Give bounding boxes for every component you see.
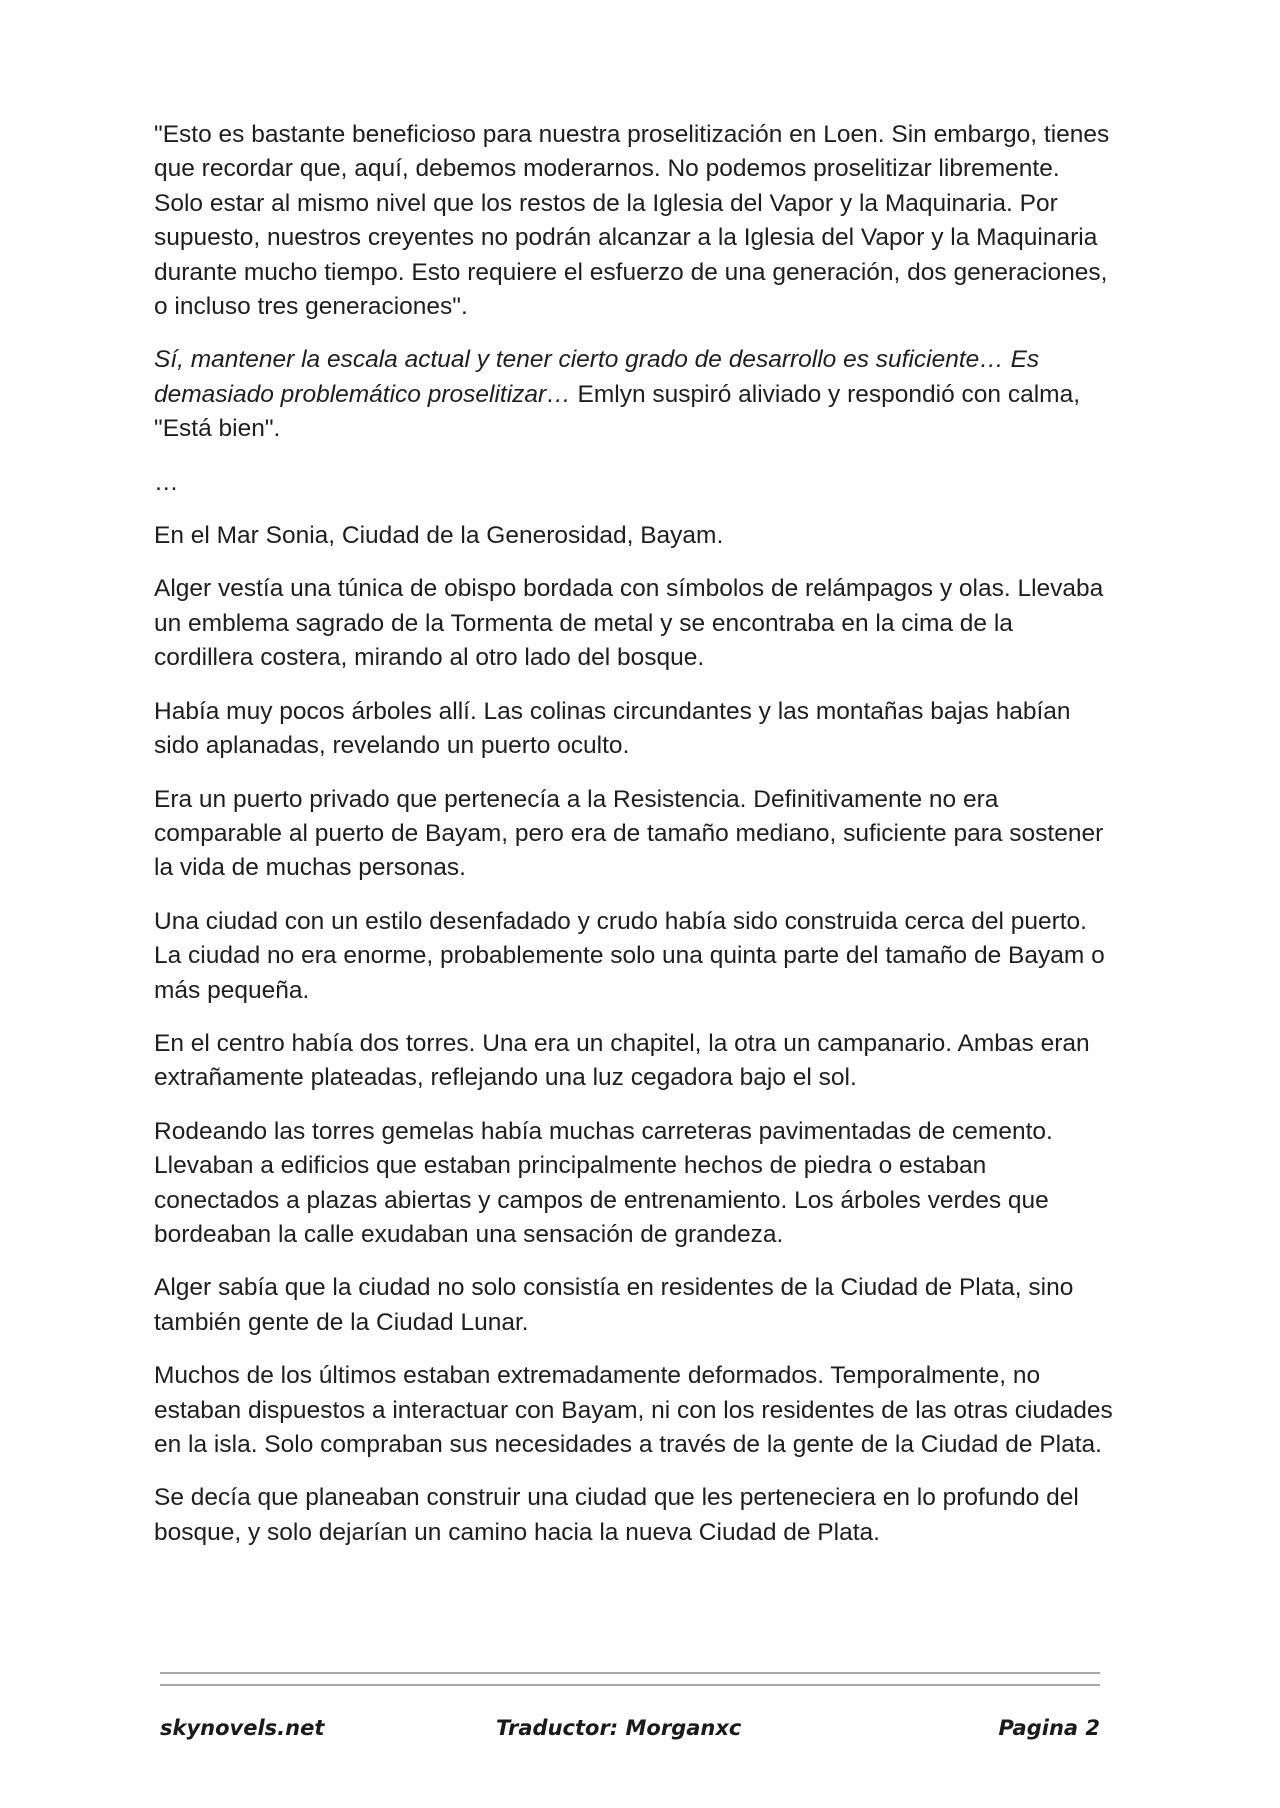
paragraph-deformed: Muchos de los últimos estaban extremadamente deformados. Temporalmente, no estaban dispuestos a interactuar con Bayam, ni con los residentes de las otras ciudades en la isla. Solo compraban sus necesidades a través de la gente de la Ciudad de Plata. — [154, 1362, 1113, 1458]
footer-page-number: Pagina 2 — [998, 1716, 1100, 1740]
paragraph-dialogue-proselytization: "Esto es bastante beneficioso para nuestra proselitización en Loen. Sin embargo, tienes que recordar que, aquí, debemos moderarnos. No podemos proselitizar libremente. Solo estar al mismo nivel que los restos de la Iglesia del Vapor y la Maquinaria. Por supuesto, nuestros creyentes no podrán alcanzar a la Iglesia del Vapor y la Maquinaria durante mucho tiempo. Esto requiere el esfuerzo de una generación, dos generaciones, o incluso tres generaciones". — [154, 121, 1110, 321]
paragraph-text: Emlyn suspiró aliviado y respondió con calma, "Está bien". — [154, 380, 1080, 443]
footer-translator: Traductor: Morganxc — [496, 1716, 742, 1740]
paragraph-location: En el Mar Sonia, Ciudad de la Generosidad, Bayam. — [154, 522, 724, 550]
paragraph-emlyn-reply — [154, 343, 1114, 446]
paragraph-residents: Alger sabía que la ciudad no solo consistía en residentes de la Ciudad de Plata, sino también gente de la Ciudad Lunar. — [154, 1274, 1074, 1336]
document-body — [154, 118, 1114, 1569]
footer-rule-bottom — [160, 1684, 1100, 1686]
paragraph-port: Era un puerto privado que pertenecía a la Resistencia. Definitivamente no era comparable al puerto de Bayam, pero era de tamaño mediano, suficiente para sostener la vida de muchas personas. — [154, 785, 1104, 882]
paragraph-alger-robe: Alger vestía una túnica de obispo bordada con símbolos de relámpagos y olas. Llevaba un emblema sagrado de la Tormenta de metal y se encontraba en la cima de la cordillera costera, mirando al otro lado del bosque. — [154, 575, 1104, 672]
paragraph-roads: Rodeando las torres gemelas había muchas carreteras pavimentadas de cemento. Llevaban a edificios que estaban principalmente hechos de piedra o estaban conectados a plazas abiertas y campos de entrenamiento. Los árboles verdes que bordeaban la calle exudaban una sensación de grandeza. — [154, 1117, 1053, 1248]
paragraph-towers: En el centro había dos torres. Una era un chapitel, la otra un campanario. Ambas eran extrañamente plateadas, reflejando una luz cegadora bajo el sol. — [154, 1029, 1090, 1092]
footer-site-name: skynovels.net — [160, 1716, 325, 1740]
page-footer — [160, 1716, 1100, 1746]
paragraph-city: Una ciudad con un estilo desenfadado y crudo había sido construida cerca del puerto. La ciudad no era enorme, probablemente solo una quinta parte del tamaño de Bayam o más pequeña. — [154, 907, 1105, 1004]
paragraph-italic-thought: Sí, mantener la escala actual y tener cierto grado de desarrollo es suficiente… Es demasiado problemático proselitizar… — [154, 346, 1040, 408]
scene-break: … — [154, 468, 179, 496]
footer-divider — [160, 1672, 1100, 1686]
footer-rule-top — [160, 1672, 1100, 1674]
paragraph-plan: Se decía que planeaban construir una ciudad que les perteneciera en lo profundo del bosque, y solo dejarían un camino hacia la nueva Ciudad de Plata. — [154, 1484, 1079, 1546]
paragraph-trees: Había muy pocos árboles allí. Las colinas circundantes y las montañas bajas habían sido aplanadas, revelando un puerto oculto. — [154, 697, 1071, 760]
